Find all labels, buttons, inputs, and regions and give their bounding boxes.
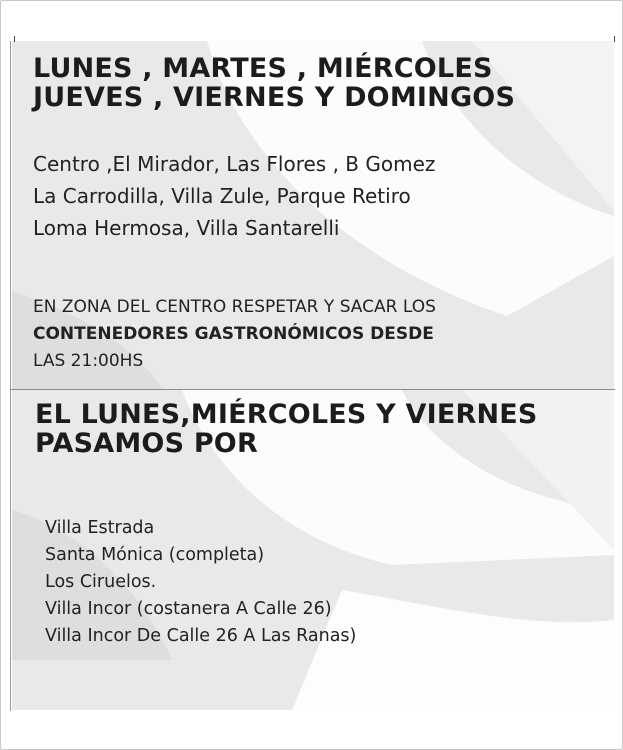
notice-line: LAS 21:00HS [33,351,144,371]
corner-mark [14,36,15,42]
list-item: La Carrodilla, Villa Zule, Parque Retiro [33,184,411,208]
section-divider [10,389,615,390]
heading-line: EL LUNES,MIÉRCOLES Y VIERNES [35,399,538,430]
weekly-schedule-heading [35,400,538,458]
notice-line-bold: CONTENEDORES GASTRONÓMICOS DESDE [33,324,434,344]
downtown-notice [33,294,436,375]
list-item: Villa Incor (costanera A Calle 26) [45,599,332,619]
list-item: Centro ,El Mirador, Las Flores , B Gomez [33,152,436,176]
list-item: Villa Estrada [45,518,155,538]
heading-line: JUEVES , VIERNES Y DOMINGOS [33,82,516,114]
list-item: Los Ciruelos. [45,572,157,592]
heading-line: LUNES , MARTES , MIÉRCOLES [33,53,493,84]
corner-mark [614,36,615,42]
left-border-line [10,391,11,711]
list-item: Villa Incor De Calle 26 A Las Ranas) [45,626,357,646]
notice-line: EN ZONA DEL CENTRO RESPETAR Y SACAR LOS [33,297,436,317]
left-border-line [10,41,11,391]
list-item: Santa Mónica (completa) [45,545,265,565]
weekly-neighborhood-list [45,515,356,650]
daily-neighborhood-list [33,148,435,244]
heading-line: PASAMOS POR [35,428,258,460]
list-item: Loma Hermosa, Villa Santarelli [33,216,340,240]
daily-schedule-heading [33,54,515,112]
